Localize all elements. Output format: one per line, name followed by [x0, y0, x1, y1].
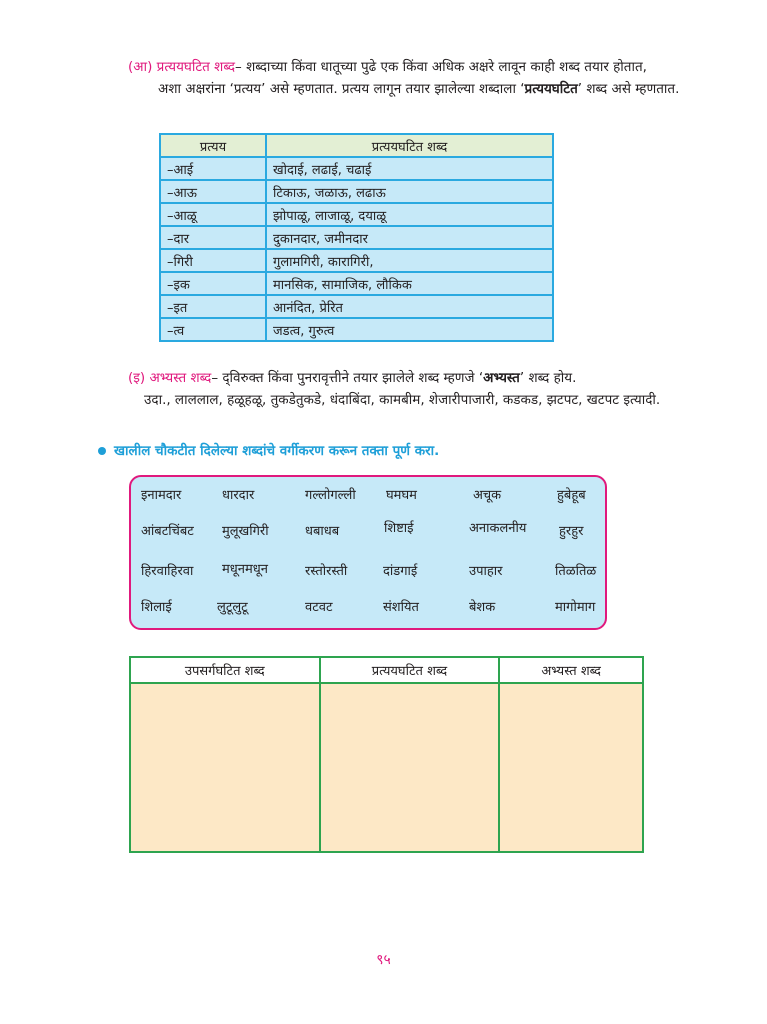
- section-aa-bold-term: प्रत्ययघटित: [524, 81, 578, 97]
- word-item: अनाकलनीय: [469, 521, 527, 536]
- suffix-words-column-header: प्रत्ययघटित शब्द: [266, 134, 553, 157]
- table-row: [160, 180, 553, 203]
- word-item: हुबेहूब: [557, 488, 586, 503]
- table-row: [160, 157, 553, 180]
- suffix-cell: –आई: [160, 157, 266, 180]
- word-item: उपाहार: [469, 564, 503, 579]
- word-item: शिष्टाई: [384, 521, 414, 536]
- suffix-cell: –आऊ: [160, 180, 266, 203]
- instruction-text: खालील चौकटीत दिलेल्या शब्दांचे वर्गीकरण करून तक्ता पूर्ण करा.: [114, 443, 440, 459]
- table-row: [160, 203, 553, 226]
- suffix-cell: –गिरी: [160, 249, 266, 272]
- word-item: तिळतिळ: [555, 564, 597, 579]
- exercise-instruction: [98, 441, 439, 459]
- suffix-cell: –इक: [160, 272, 266, 295]
- section-aa-marker: (आ): [128, 59, 153, 75]
- suffix-cell: –त्व: [160, 318, 266, 341]
- word-item: हिरवाहिरवा: [141, 564, 194, 579]
- section-aa-paragraph: [128, 56, 700, 100]
- word-item: वटवट: [305, 600, 333, 615]
- word-item: आंबटचिंबट: [141, 524, 194, 539]
- table-row: [160, 295, 553, 318]
- suffix-words-column-header: प्रत्ययघटित शब्द: [320, 657, 500, 683]
- word-item: हुरहुर: [559, 524, 584, 539]
- table-row: [160, 226, 553, 249]
- word-item: घमघम: [386, 488, 417, 503]
- section-i-examples: उदा., लाललाल, हळूहळू, तुकडेतुकडे, धंदाबिंदा, कामबीम, शेजारीपाजारी, कडकड, झटपट, खटपट इत्यादी.: [144, 392, 661, 408]
- word-item: इनामदार: [141, 488, 182, 503]
- suffix-table: [159, 133, 554, 342]
- suffix-words-cell: जडत्व, गुरुत्व: [266, 318, 553, 341]
- section-aa-text-3: ’ शब्द असे म्हणतात.: [577, 81, 680, 97]
- word-item: शिलाई: [141, 600, 172, 615]
- section-aa-dash: –: [235, 59, 242, 75]
- suffix-words-cell: खोदाई, लढाई, चढाई: [266, 157, 553, 180]
- section-i-bold-term: अभ्यस्त: [483, 370, 520, 386]
- bullet-dot-icon: [98, 447, 106, 455]
- suffix-table-header-row: [160, 134, 553, 157]
- answer-table-row: [130, 683, 643, 852]
- section-aa-line2: [128, 78, 700, 100]
- reduplicated-words-answer-cell[interactable]: [499, 683, 643, 852]
- section-i-marker: (इ): [128, 370, 146, 386]
- word-item: दांडगाई: [383, 564, 418, 579]
- word-item: अचूक: [473, 488, 502, 503]
- suffix-words-cell: गुलामगिरी, कारागिरी,: [266, 249, 553, 272]
- prefix-words-answer-cell[interactable]: [130, 683, 320, 852]
- suffix-cell: –आळू: [160, 203, 266, 226]
- section-i-text-1: द्‌विरुक्त किंवा पुनरावृत्तीने तयार झालेले शब्द म्हणजे ‘: [222, 370, 484, 386]
- table-row: [160, 272, 553, 295]
- suffix-words-cell: मानसिक, सामाजिक, लौकिक: [266, 272, 553, 295]
- word-item: धबाधब: [305, 524, 340, 539]
- page-number: ९५: [376, 952, 391, 968]
- suffix-cell: –इत: [160, 295, 266, 318]
- section-i-term: अभ्यस्त शब्द: [149, 370, 212, 386]
- prefix-words-column-header: उपसर्गघटित शब्द: [130, 657, 320, 683]
- section-i-paragraph: [128, 367, 708, 411]
- word-item: मुलूखगिरी: [222, 524, 269, 539]
- word-item: बेशक: [469, 600, 496, 615]
- word-item: धारदार: [222, 488, 255, 503]
- section-i-dash: –: [211, 370, 219, 386]
- table-row: [160, 318, 553, 341]
- suffix-words-cell: आनंदित, प्रेरित: [266, 295, 553, 318]
- word-box: [129, 475, 607, 630]
- section-aa-term: प्रत्ययघटित शब्द: [156, 59, 236, 75]
- section-aa-text-1: शब्दाच्या किंवा धातूच्या पुढे एक किंवा अधिक अक्षरे लावून काही शब्द तयार होतात,: [246, 59, 647, 75]
- reduplicated-words-column-header: अभ्यस्त शब्द: [499, 657, 643, 683]
- section-aa-text-2: अशा अक्षरांना ‘प्रत्यय’ असे म्हणतात. प्रत्यय लागून तयार झालेल्या शब्दाला ‘: [158, 81, 525, 97]
- word-item: रस्तोरस्ती: [305, 564, 348, 579]
- table-row: [160, 249, 553, 272]
- section-i-text-2: ’ शब्द होय.: [519, 370, 577, 386]
- answer-table-header-row: [130, 657, 643, 683]
- suffix-words-cell: दुकानदार, जमीनदार: [266, 226, 553, 249]
- suffix-words-answer-cell[interactable]: [320, 683, 500, 852]
- suffix-words-cell: झोपाळू, लाजाळू, दयाळू: [266, 203, 553, 226]
- word-item: गल्लोगल्ली: [305, 488, 356, 503]
- word-item: मधूनमधून: [222, 562, 268, 577]
- word-item: संशयित: [383, 600, 419, 615]
- word-item: मागोमाग: [555, 600, 596, 615]
- answer-table: [129, 656, 644, 853]
- word-item: लुटूलुटू: [217, 600, 248, 615]
- suffix-cell: –दार: [160, 226, 266, 249]
- suffix-words-cell: टिकाऊ, जळाऊ, लढाऊ: [266, 180, 553, 203]
- suffix-column-header: प्रत्यय: [160, 134, 266, 157]
